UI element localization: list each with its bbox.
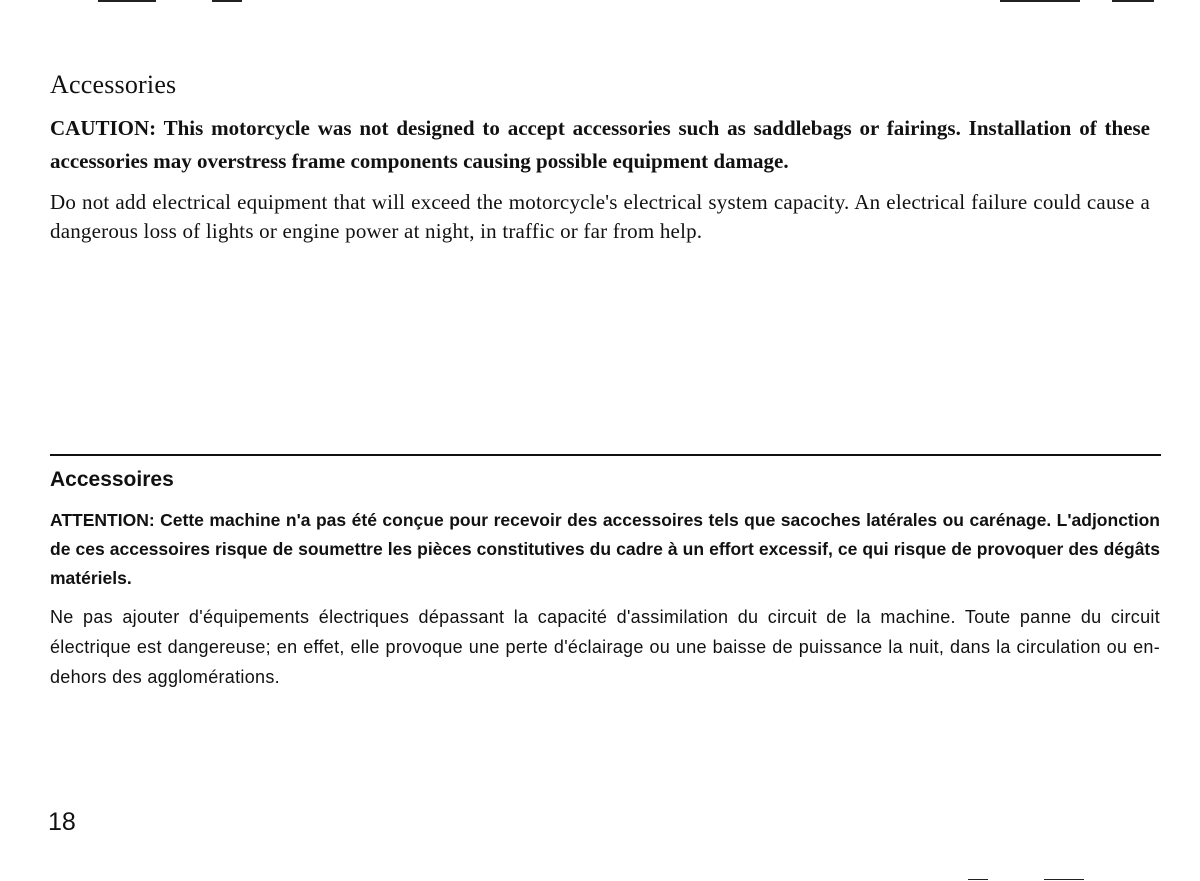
english-section (50, 70, 1150, 246)
french-body-text: Ne pas ajouter d'équipements électriques dépassant la capacité d'assimilation du circuit de la machine. Toute panne du circuit électrique est dangereuse; en effet, elle provoque une perte d'éclairage ou une baisse de puissance la nuit, dans la circulation ou en-dehors des agglomérations. (50, 607, 1160, 687)
scan-mark-top-left-2 (212, 0, 242, 2)
scan-mark-top-right-2 (1112, 0, 1154, 2)
scan-mark-top-right (1000, 0, 1080, 2)
page-number: 18 (48, 808, 76, 836)
scan-mark-bottom-2 (1044, 879, 1084, 880)
english-heading: Accessories (50, 70, 177, 99)
scan-mark-top-left (98, 0, 156, 2)
french-attention-text: ATTENTION: Cette machine n'a pas été conçue pour recevoir des accessoires tels que sacoches latérales ou carénage. L'adjonction de ces accessoires risque de soumettre les pièces constitutives du cadre à un effort excessif, ce qui risque de provoquer des dégâts matériels. (50, 510, 1160, 588)
scan-mark-bottom-1 (968, 879, 988, 880)
english-caution-text: CAUTION: This motorcycle was not designed to accept accessories such as saddlebags or fairings. Installation of these accessories may overstress frame components causing possible equipment damage. (50, 116, 1150, 173)
english-body-text: Do not add electrical equipment that will exceed the motorcycle's electrical system capacity. An electrical failure could cause a dangerous loss of lights or engine power at night, in traffic or far from help. (50, 190, 1150, 243)
french-section (50, 468, 1160, 692)
french-heading: Accessoires (50, 468, 174, 491)
section-divider (50, 454, 1161, 456)
